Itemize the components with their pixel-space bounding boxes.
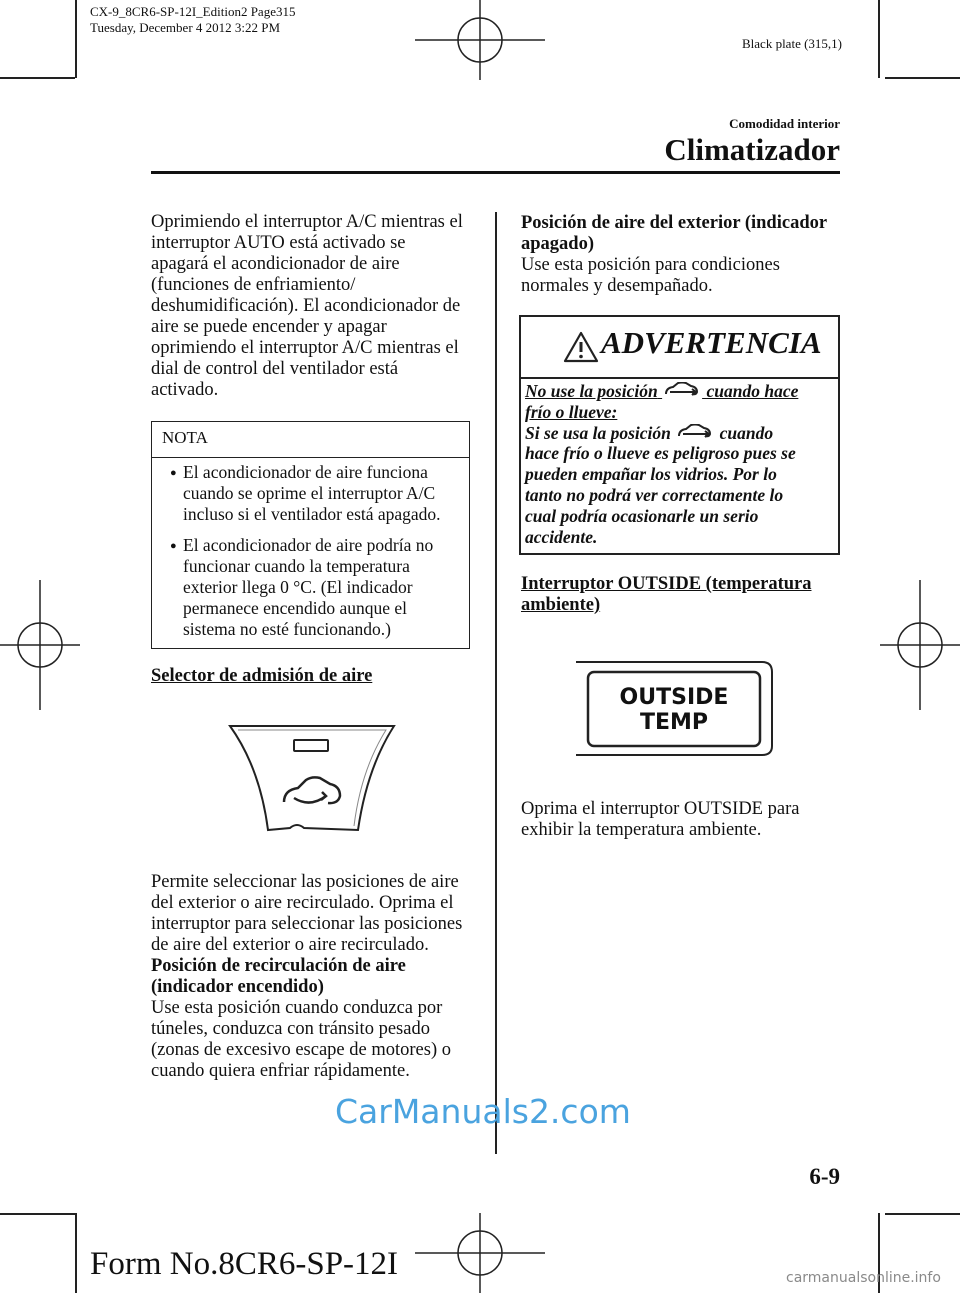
note-bullet-2: El acondicionador de aire podría no funcionar cuando la temperatura exterior llega 0 °C. (El indicador permanece encendido aunque el sistema no esté funcionando.) bbox=[183, 535, 434, 639]
recirculation-paragraph: Use esta posición cuando conduzca por túneles, conduzca con tránsito pesado (zonas de excesivo escape de motores) o cuando quiera enfriar rápidamente. bbox=[151, 998, 451, 1081]
outside-air-icon bbox=[675, 424, 715, 440]
warning-title: ADVERTENCIA bbox=[601, 325, 822, 360]
watermark-logo: CarManuals2.com bbox=[335, 1092, 631, 1131]
bullet-icon: ● bbox=[170, 467, 177, 479]
watermark-site: carmanualsonline.info bbox=[786, 1270, 941, 1286]
outside-switch-heading: Interruptor OUTSIDE (temperatura ambiente) bbox=[521, 574, 812, 615]
warning-text: No use la posición cuando hace frío o llueve: Si se usa la posición cuando hace frío o llueve es peligroso pues se pueden empañar los vidrios. Por lo tanto no podrá ver correctamente lo cual podría ocasionarle un serio accidente. bbox=[525, 381, 799, 547]
intro-paragraph: Oprimiendo el interruptor A/C mientras el interruptor AUTO está activado se apagará el acondicionador de aire (funciones de enfriamiento/ deshumidificación). El acondicionador de aire se puede encender y apagar oprimiendo el interruptor A/C mientras el dial de control del ventilador está activado. bbox=[151, 212, 463, 400]
registration-mark-top bbox=[415, 0, 545, 80]
plate-info: Black plate (315,1) bbox=[742, 36, 842, 51]
indicator-light bbox=[294, 740, 328, 751]
bullet-icon: ● bbox=[170, 540, 177, 552]
section-name: Comodidad interior bbox=[729, 116, 840, 131]
page-number: 6-9 bbox=[809, 1164, 840, 1189]
chapter-title: Climatizador bbox=[664, 132, 840, 167]
registration-mark-left bbox=[0, 580, 80, 710]
outside-air-icon bbox=[662, 382, 702, 398]
air-intake-selector-illustration bbox=[222, 718, 402, 838]
note-box bbox=[151, 421, 470, 649]
outside-temp-switch-illustration bbox=[576, 660, 774, 757]
file-info-line-2: Tuesday, December 4 2012 3:22 PM bbox=[90, 20, 281, 35]
selector-paragraph: Permite seleccionar las posiciones de aire del exterior o aire recirculado. Oprima el interruptor para seleccionar las posiciones de aire del exterior o aire recirculado. bbox=[151, 872, 463, 955]
registration-mark-bottom bbox=[415, 1213, 545, 1293]
selector-heading: Selector de admisión de aire bbox=[151, 666, 373, 686]
warning-box bbox=[519, 315, 840, 555]
file-info-line-1: CX-9_8CR6-SP-12I_Edition2 Page315 bbox=[90, 4, 296, 19]
note-title: NOTA bbox=[162, 428, 208, 447]
note-bullet-1: El acondicionador de aire funciona cuando se oprime el interruptor A/C incluso si el ventilador está apagado. bbox=[183, 462, 441, 524]
outside-air-heading: Posición de aire del exterior (indicador apagado) bbox=[521, 213, 828, 254]
outside-temp-button: OUTSIDE TEMP bbox=[619, 685, 729, 735]
warning-triangle-icon bbox=[563, 331, 599, 363]
outside-air-paragraph: Use esta posición para condiciones normales y desempañado. bbox=[521, 255, 780, 296]
header-rule bbox=[151, 171, 840, 174]
column-divider bbox=[495, 212, 497, 1154]
recirculation-heading: Posición de recirculación de aire (indicador encendido) bbox=[151, 956, 406, 997]
registration-mark-right bbox=[880, 580, 960, 710]
form-number: Form No.8CR6-SP-12I bbox=[90, 1246, 399, 1282]
outside-switch-paragraph: Oprima el interruptor OUTSIDE para exhibir la temperatura ambiente. bbox=[521, 799, 800, 840]
